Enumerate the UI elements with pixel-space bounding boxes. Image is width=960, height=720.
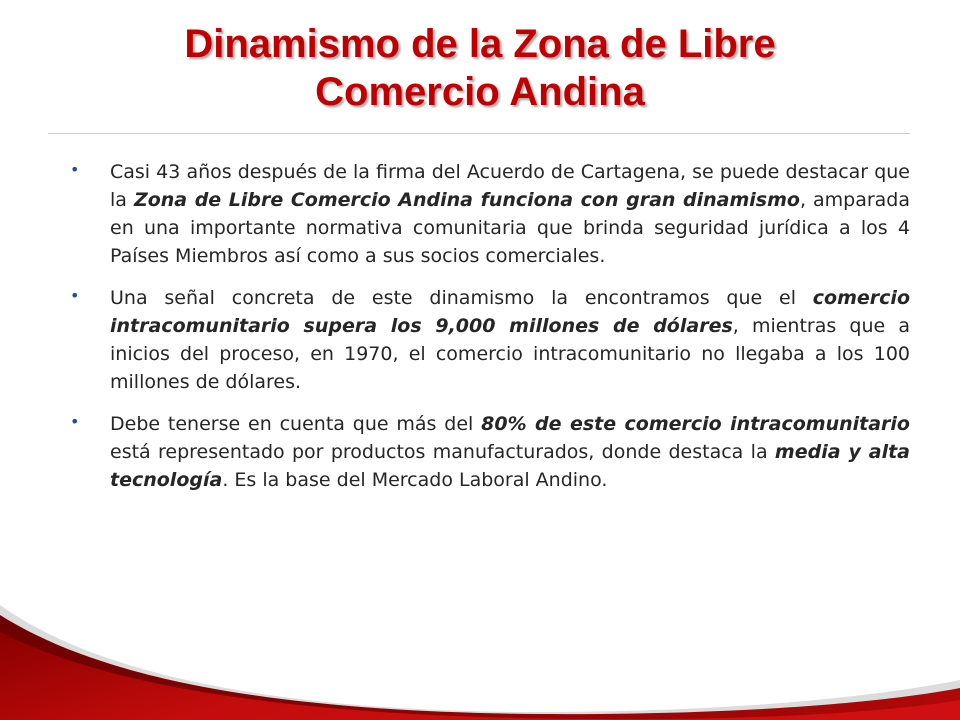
slide-title-line-1: Dinamismo de la Zona de Libre	[184, 22, 776, 66]
body-text: Debe tenerse en cuenta que más del	[110, 413, 482, 435]
bullet-icon: •	[70, 286, 80, 305]
decorative-red-swoosh	[0, 560, 960, 720]
emphasized-text: 80% de este comercio intracomunitario	[481, 413, 910, 435]
emphasized-text: comercio intracomunitario supera los 9,000 millones de dólares	[110, 287, 910, 337]
bullet-item	[70, 410, 910, 494]
bullet-icon: •	[70, 160, 80, 179]
body-text: Casi 43 años después de la firma del Acuerdo de Cartagena, se puede destacar que la	[110, 161, 910, 211]
body-text: Una señal concreta de este dinamismo la encontramos que el	[110, 287, 813, 309]
bullet-list	[70, 158, 910, 508]
slide-title-line-2: Comercio Andina	[315, 70, 645, 114]
bullet-item	[70, 284, 910, 396]
bullet-item	[70, 158, 910, 270]
emphasized-text: media y alta tecnología	[110, 441, 910, 491]
body-text: , amparada en una importante normativa comunitaria que brinda seguridad jurídica a los 4 Países Miembros así como a sus socios comerciales.	[110, 189, 911, 267]
slide-title	[0, 20, 960, 116]
bullet-icon: •	[70, 412, 80, 431]
body-text: , mientras que a inicios del proceso, en 1970, el comercio intracomunitario no llegaba a los 100 millones de dólares.	[110, 315, 910, 393]
body-text: . Es la base del Mercado Laboral Andino.	[222, 469, 608, 491]
title-divider	[48, 133, 910, 134]
emphasized-text: Zona de Libre Comercio Andina funciona con gran dinamismo	[133, 189, 800, 211]
body-text: está representado por productos manufacturados, donde destaca la	[110, 441, 775, 463]
